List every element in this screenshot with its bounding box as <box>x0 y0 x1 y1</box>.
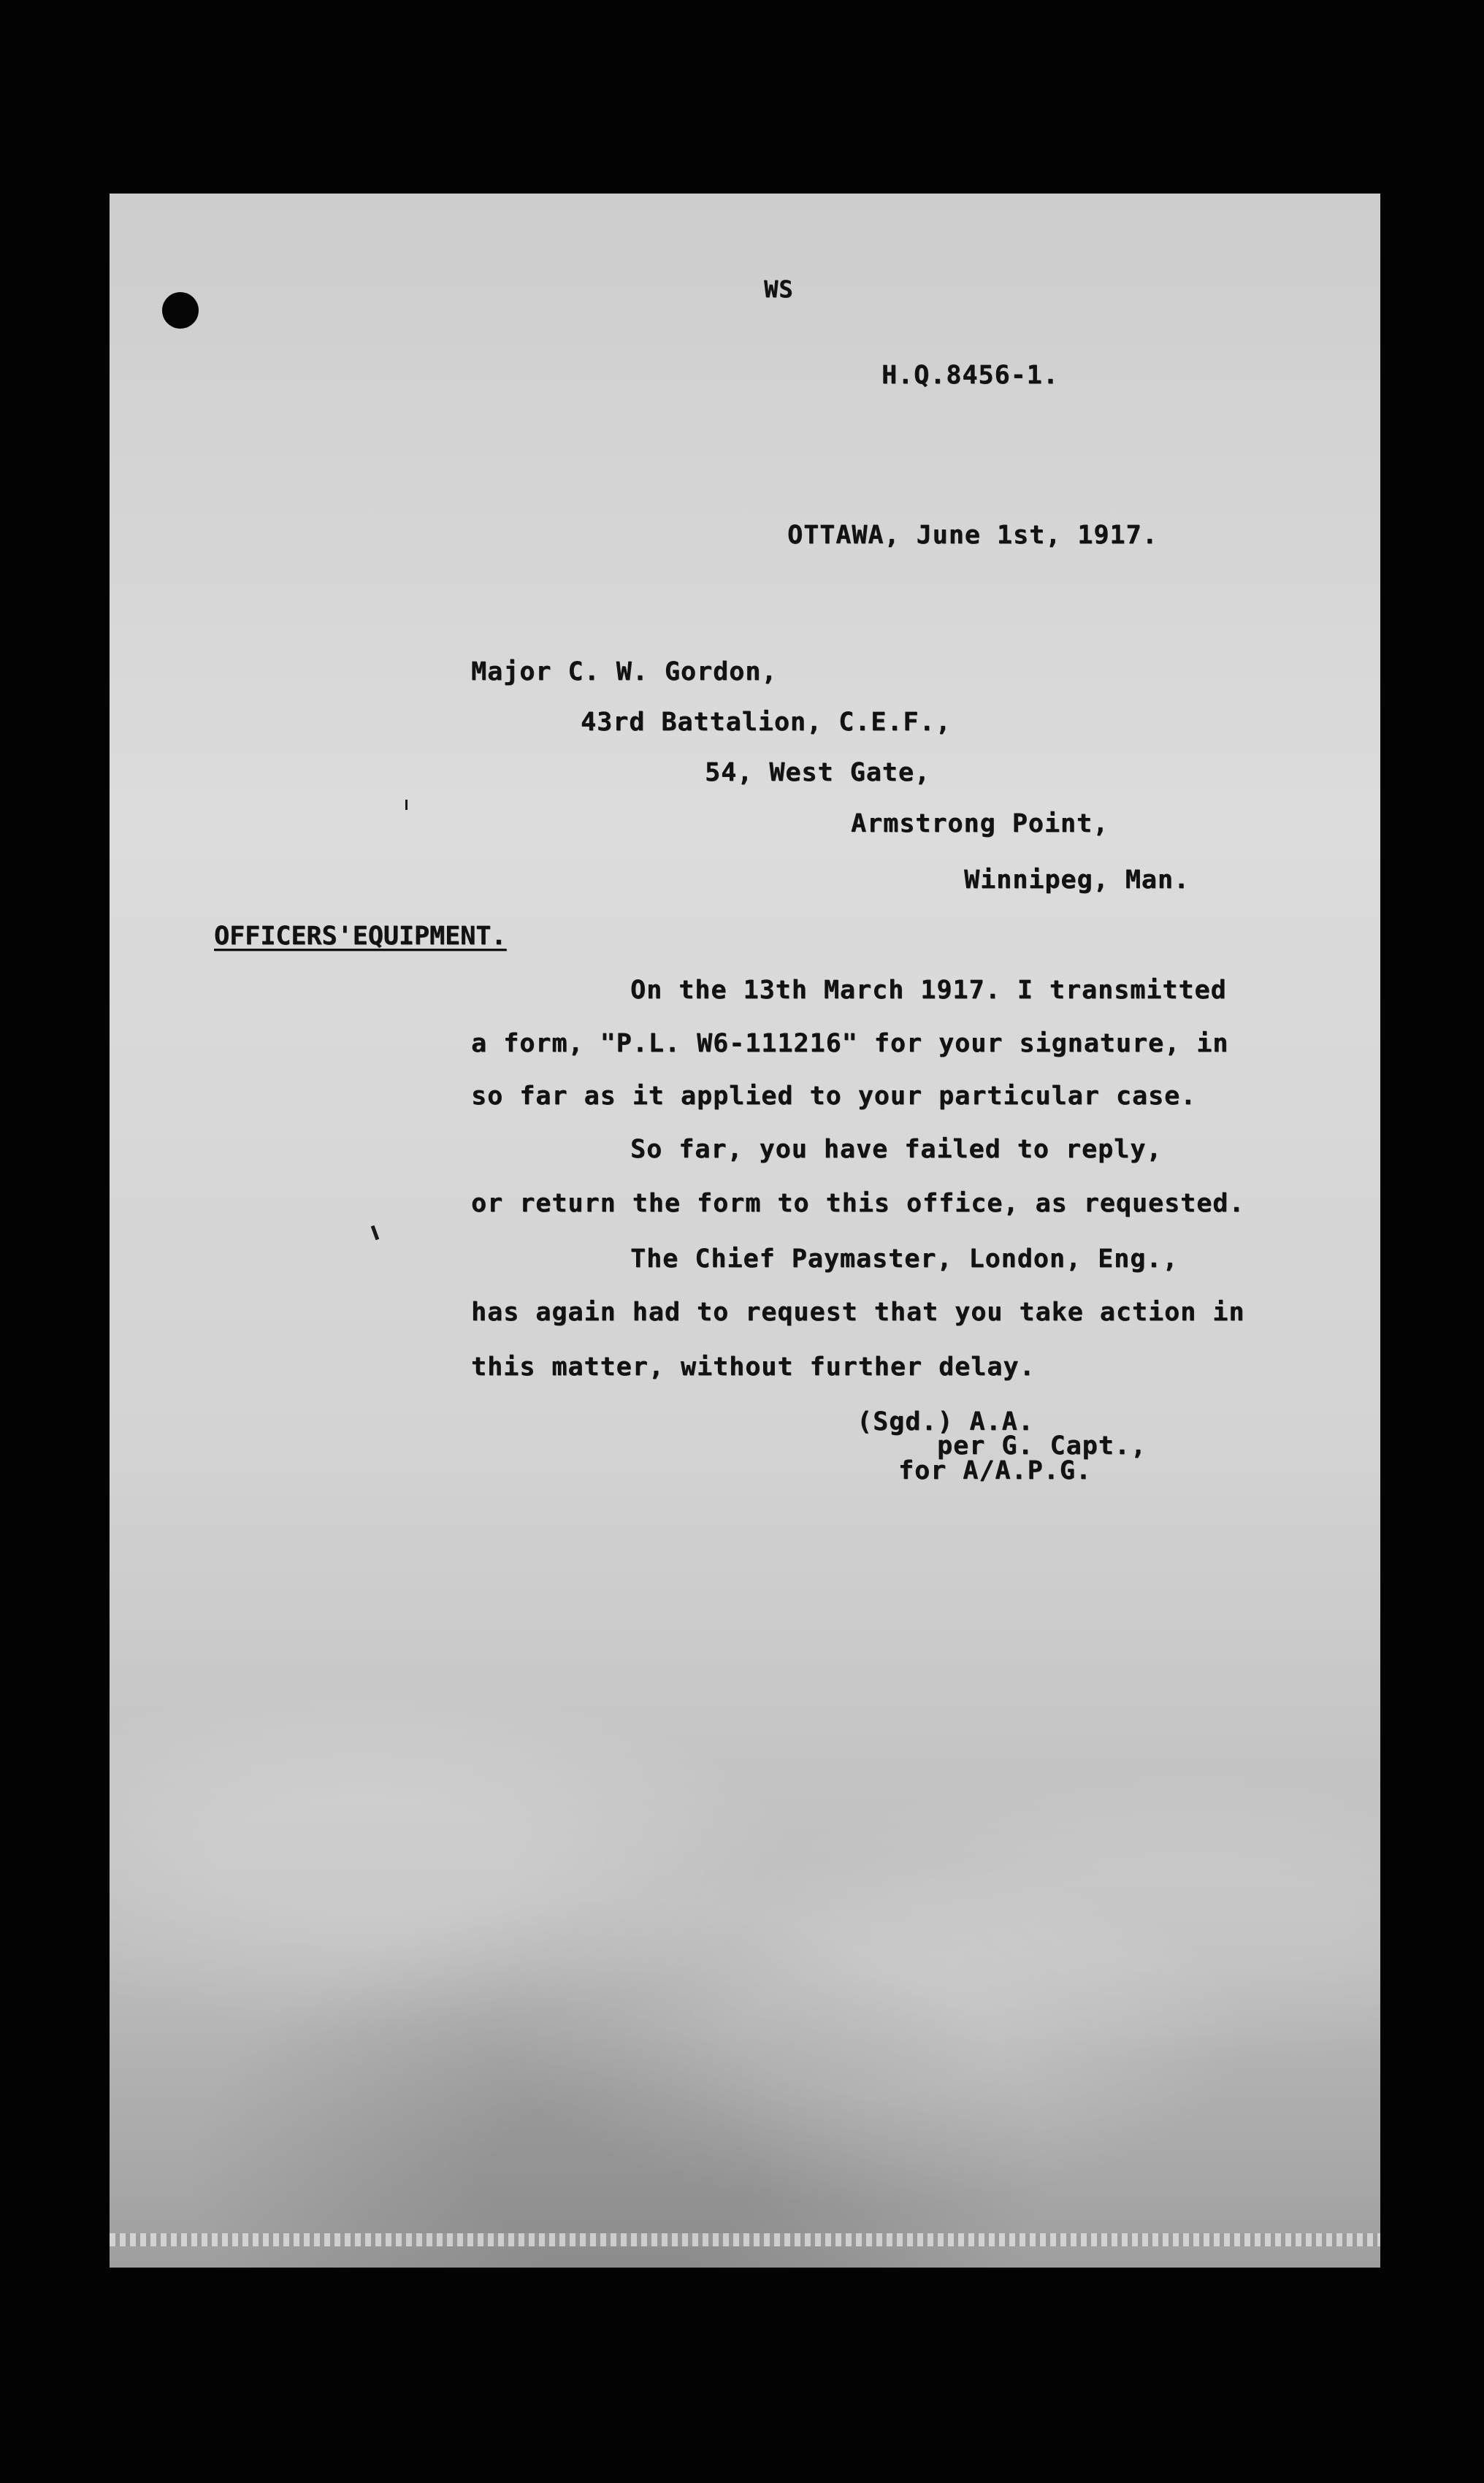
file-reference: H.Q.8456-1. <box>881 361 1059 390</box>
addressee-line: 54, West Gate, <box>705 758 931 787</box>
body-line: So far, you have failed to reply, <box>630 1135 1163 1164</box>
body-line: this matter, without further delay. <box>471 1353 1036 1382</box>
addressee-line: Winnipeg, Man. <box>964 865 1190 895</box>
addressee-line: Armstrong Point, <box>851 809 1109 838</box>
stray-mark <box>405 800 408 810</box>
page-bottom-edge <box>110 2233 1380 2246</box>
addressee-line: Major C. W. Gordon, <box>471 657 778 686</box>
signature-line: per G. Capt., <box>937 1431 1147 1461</box>
addressee-line: 43rd Battalion, C.E.F., <box>581 708 952 737</box>
body-line: a form, "P.L. W6-111216" for your signature, in <box>471 1029 1229 1058</box>
body-line: On the 13th March 1917. I transmitted <box>630 976 1227 1005</box>
page-mark: WS <box>764 275 794 303</box>
subject-heading: OFFICERS'EQUIPMENT. <box>214 922 507 951</box>
body-line: so far as it applied to your particular case. <box>471 1082 1197 1111</box>
place-and-date: OTTAWA, June 1st, 1917. <box>787 521 1158 550</box>
body-line: or return the form to this office, as requested. <box>471 1189 1245 1218</box>
document-page <box>110 194 1380 2268</box>
punch-hole <box>162 292 199 329</box>
signature-line: (Sgd.) A.A. <box>857 1407 1034 1436</box>
body-line: has again had to request that you take action in <box>471 1298 1245 1327</box>
body-line: The Chief Paymaster, London, Eng., <box>630 1244 1179 1274</box>
signature-line: for A/A.P.G. <box>898 1456 1092 1485</box>
